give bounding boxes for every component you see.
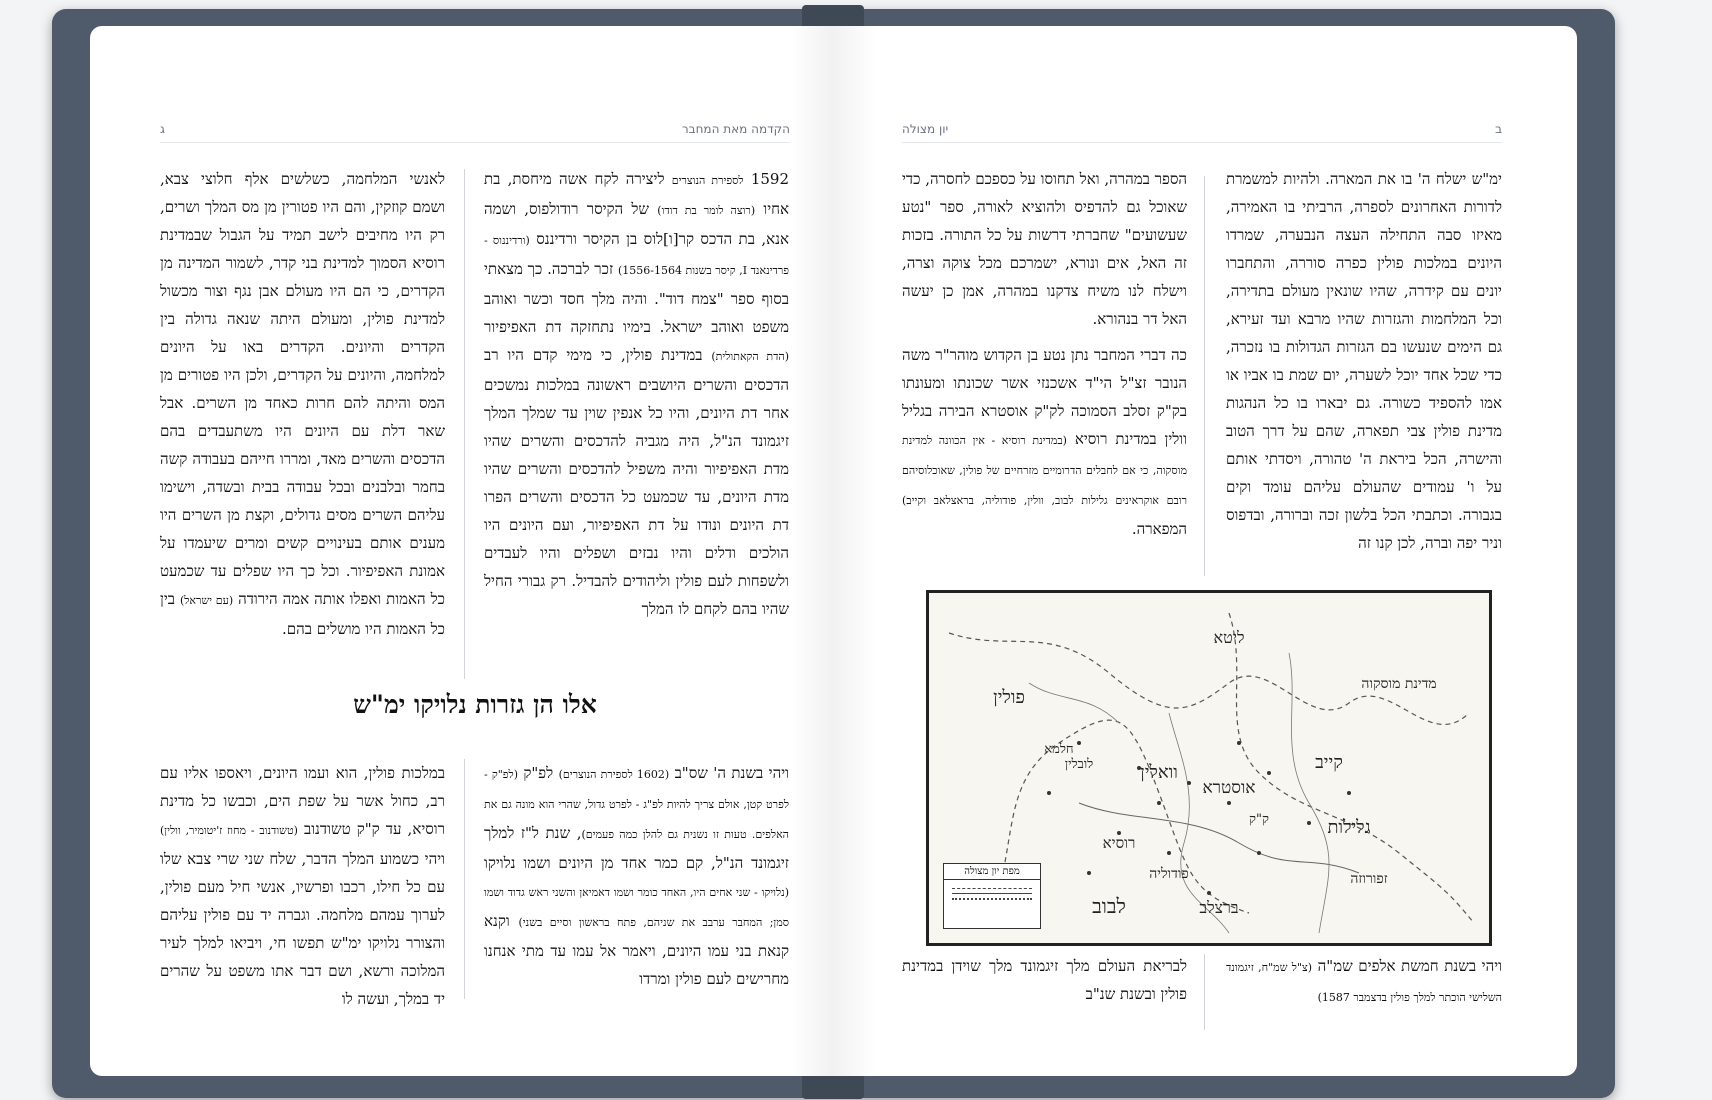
map-place-label: אוסטרא bbox=[1202, 778, 1256, 798]
paragraph: ויהי בשנת ה' שס"ב (1602 לספירת הנוצרים) לפ"ק (לפ"ק - לפרט קטן, אולם צריך להיות לפ"ג - לפרט גדול, שהרי הוא מונה גם את האלפים. טעות זו נשנית גם להלן כמה פעמים), שנת ל"ז למלך זיגמונד הנ"ל, קם כמר אחד מן היונים ושמו נלויקו (נלויקו - שני אחים היו, האחד כומר ושמו דאמיאן והשני ראש גדוד ושמו סמן; המחבר ערבב את שניהם, פתח בראשון וסיים בשני) וקנא קנאת בני עמו היונים, ויאמר אל עמו עד מתי אנחנו מחרישים לעם פולין ומרדו bbox=[484, 764, 790, 988]
map-place-label: ליטא bbox=[1213, 628, 1245, 647]
map-legend-title: מפת יון מצולה bbox=[944, 864, 1040, 880]
right-top-right-column bbox=[1226, 165, 1502, 565]
map-place-label: קייב bbox=[1315, 752, 1343, 773]
right-header-title: יון מצולה bbox=[902, 122, 949, 136]
map-place-label: ק"ק bbox=[1249, 812, 1269, 827]
paragraph: ויהי בשנת חמשת אלפים שמ"ה (צ"ל שמ"ח, זיגמונד השלישי הוכתר למלך פולין בדצמבר 1587) bbox=[1226, 957, 1503, 1004]
left-top-right-column bbox=[484, 165, 789, 631]
map-legend-lines bbox=[944, 880, 1040, 908]
paragraph: 1592 לספירת הנוצרים ליצירה לקח אשה מיחסת, בת אחיו (רוצה לומר בת דודו) של הקיסר רודולפוס, ושמה אנא, בת הדכס קר[ו]לוס בן הקיסר ורדיננס (ורדיננוס - פרדינאנד I, קיסר בשנות 1556-1564) זכר לברכה. כך מצאתי בסוף ספר "צמח דוד". והיה מלך חסד וכשר ואוהב משפט ואוהב ישראל. בימיו נתחזקה דת האפיפיור (הדת הקאתולית) במדינת פולין, כי מימי קדם היו רב הדכסים והשרים היושבים ראשונה במלכות נמשכים אחר דת היונים, והיו כל אנפין שוין עד שמלך המלך זיגמונד הנ"ל, היה מגביה להדכסים והשרים שהיו מדת האפיפיור והיה משפיל להדכסים והשרים שהיו מדת היונים, עד שכמעט כל הדכסים והשרים הפרו דת היונים ונודו על דת האפיפיור, ועם היונים היו הולכים ודלים והיו נבזים ושפלים והיו לעבדים ולשפחות לעם פולין וליהודים להבדיל. רק גבורי החיל שהיו בהם לקחם לו המלך bbox=[484, 170, 790, 618]
column-divider bbox=[464, 759, 465, 999]
column-divider bbox=[1204, 176, 1205, 576]
map-legend bbox=[943, 863, 1041, 929]
right-top-left-column bbox=[902, 165, 1187, 551]
map-place-label: חלמא bbox=[1044, 742, 1074, 757]
map-place-label: לובלין bbox=[1064, 757, 1094, 772]
map-place-label: גלילות bbox=[1327, 817, 1371, 838]
paragraph: לבריאת העולם מלך זיגמונד מלך שוידן במדינת פולין ובשנת שנ"ב bbox=[902, 957, 1187, 1003]
paragraph: במלכות פולין, הוא ועמו היונים, ויאספו אליו עם רב, כחול אשר על שפת הים, וכבשו כל מדינת רוסיא, עד ק"ק טשודנוב (טשודנוב - מחוז ז'יטומיר, וולין) ויהי כשמוע המלך הדבר, שלח שני שרי צבא שלו עם כל חילו, רכבו ופרשיו, אנשי חיל מעם פולין, לערוך עמהם מלחמה. וגברה יד עם פולין עליהם והצורר נלויקו ימ"ש תפשו חי, ויביאו למלך לעיר המלוכה ורשא, ושם דבר אתו משפט על שהרים יד במלך, ועשה לו bbox=[160, 764, 445, 1008]
map-place-label: וואלין bbox=[1140, 762, 1178, 783]
map-place-label: מדינת מוסקוה bbox=[1361, 676, 1437, 692]
left-top-left-column bbox=[160, 165, 445, 651]
map-image bbox=[926, 590, 1492, 946]
right-bottom-right-column bbox=[1226, 952, 1502, 1020]
left-page[interactable] bbox=[90, 26, 832, 1076]
right-bottom-left-column bbox=[902, 952, 1187, 1016]
column-divider bbox=[1204, 954, 1205, 1030]
left-bottom-right-column bbox=[484, 759, 789, 1001]
left-page-number: ג bbox=[160, 122, 165, 136]
left-running-head bbox=[160, 122, 790, 143]
right-page[interactable] bbox=[832, 26, 1577, 1076]
right-page-number: ב bbox=[1495, 122, 1502, 136]
section-title: אלו הן גזרות נלויקו ימ"ש bbox=[353, 690, 597, 719]
map-place-label: זפורוזה bbox=[1350, 871, 1388, 887]
paragraph: לאנשי המלחמה, כשלשים אלף חלוצי צבא, ושמם קוזקין, והם היו פטורין מן מס המלך ושרים, רק היו מחיבים לישב תמיד על הגבול שבמדינת רוסיא הסמוך למדינת בני קדר, לשמור המדינה מן הקדרים, כי הם היו מעולם אבן נגף וצור מכשול למדינת פולין, ומעולם היתה שנאה גדולה בין הקדרים והיונים. הקדרים באו על היונים למלחמה, והיונים על הקדרים, ולכן היו פטורים מן המס והיתה להם חרות כאחד מן השרים. אבל שאר דלת עם היונים היו משתעבדים בהם הדכסים והשרים מאד, ומררו חייהם בעבודה קשה בחמר ובלבנים ובכל עבודה בבית ובשדה, וישימו עליהם השרים מסים גדולים, וקצת מן השרים היו מענים אותם בעינויים קשים ומרים שיעמדו על אמונת האפיפיור. וכל כך היו שפלים עד שכמעט כל האמות ואפלו אותה אמה הירודה (עם ישראל) בין כל האמות היו מושלים בהם. bbox=[160, 170, 445, 638]
left-bottom-left-column bbox=[160, 759, 445, 1021]
left-header-title: הקדמה מאת המחבר bbox=[681, 122, 790, 136]
map-place-label: לבוב bbox=[1092, 894, 1126, 918]
map-place-label: רוסיא bbox=[1102, 834, 1136, 852]
map-place-label: פודוליה bbox=[1149, 866, 1189, 882]
map-place-label: פולין bbox=[993, 687, 1025, 708]
right-running-head bbox=[902, 122, 1502, 143]
paragraph: הספר במהרה, ואל תחוסו על כספכם לחסרה, כדי שאוכל גם להדפיס ולהוציא לאורה, ספר "נטע שעשועים" שחברתי דרשות על כל התורה. בזכות זה האל, אים ונורא, ישמרכם מכל צוקה וצרה, וישלח לנו משיח צדקנו במהרה, אמן כן יעשה האל דר בנהורא. bbox=[902, 170, 1187, 328]
map-place-label: ברצלב bbox=[1199, 898, 1239, 917]
paragraph: ימ"ש ישלח ה' בו את המארה. ולהיות למשמרת לדורות האחרונים לספרה, הרביתי בו האמירה, מאיזו סבה התחילה העצה הנבערה, שמרדו היונים במלכות פולין כפרה סוררה, והתחברו יונים עם קידרה, שהיו שונאין מעולם בתדירה, וכל המלחמות והגזרות שהיו מרבא ועד זעירא, גם הימים שנעשו בם הגזרות הגדולות בו נזכרה, כדי שכל אחד יוכל לשערה, יום שמת בו אביו או אמו להספיד כשורה. גם יבארו בו כל הנהגות מדינת פולין צבי תפארה, שהם על דרך הטוב והישרה, הכל ביראת ה' טהורה, ויסדתי אותם על ו' עמודים שהעולם עליהם עומד וקים בגבורה. וכתבתי הכל בלשון זכה וברורה, ובדפוס וניר יפה וברה, לכן קנו זה bbox=[1226, 170, 1502, 552]
column-divider bbox=[464, 169, 465, 679]
paragraph: כה דברי המחבר נתן נטע בן הקדוש מוהר"ר משה הנובר זצ"ל הי"ד אשכנזי אשר שכונתו ומעונתו בק"ק זסלב הסמוכה לק"ק אוסטרא הבירה בגליל וולין במדינת רוסיא (במדינת רוסיא - אין הכוונה למדינת מוסקוה, כי אם לחבלים הדרומיים מזרחיים של פולין, שאוכלוסיהם רובם אוקראינים גלילות לבוב, וולין, פודוליה, בראצלאב וקייב) המפארה. bbox=[902, 346, 1187, 538]
